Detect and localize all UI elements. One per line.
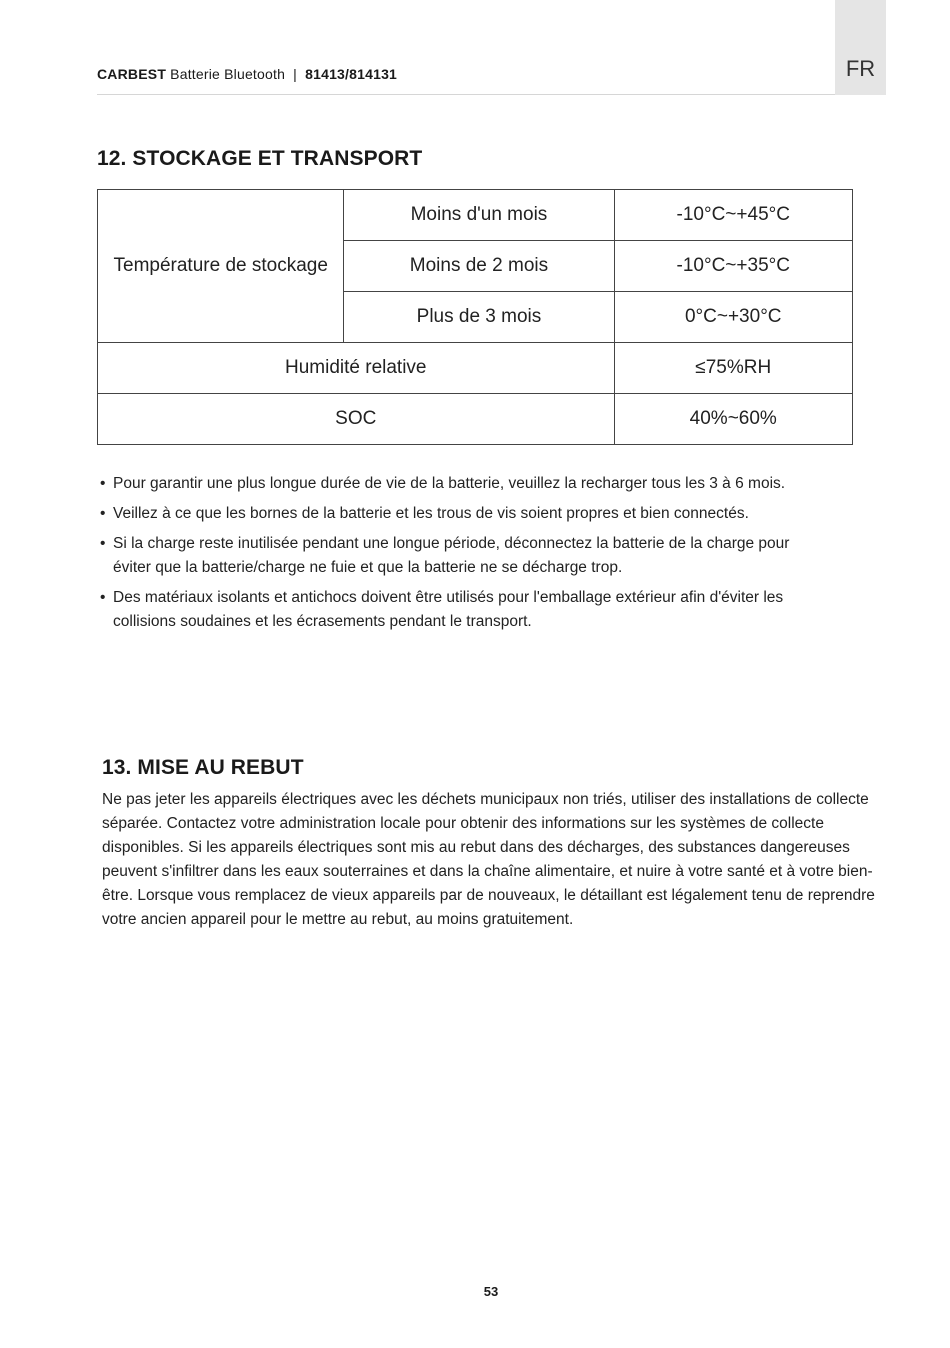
soc-value: 40%~60% xyxy=(614,394,853,445)
language-tab xyxy=(835,0,886,95)
value-cell: -10°C~+35°C xyxy=(614,241,853,292)
header-divider xyxy=(97,94,835,95)
language-code: FR xyxy=(845,56,876,81)
list-item: • Si la charge reste inutilisée pendant une longue période, déconnectez la batterie de la charge pour éviter que la batterie/charge ne fuie et que la batterie ne se décharge trop. xyxy=(100,532,830,580)
page-header xyxy=(97,66,835,82)
soc-label: SOC xyxy=(98,394,615,445)
humidity-label: Humidité relative xyxy=(98,343,615,394)
period-cell: Plus de 3 mois xyxy=(344,292,614,343)
list-item: • Veillez à ce que les bornes de la batterie et les trous de vis soient propres et bien connectés. xyxy=(100,502,830,526)
page-number: 53 xyxy=(483,1284,499,1299)
brand-name: CARBEST xyxy=(97,66,167,82)
table-row xyxy=(98,343,853,394)
table-row xyxy=(98,394,853,445)
table-row xyxy=(98,190,853,241)
humidity-value: ≤75%RH xyxy=(614,343,853,394)
period-cell: Moins de 2 mois xyxy=(344,241,614,292)
model-number: 81413/814131 xyxy=(305,66,398,82)
storage-bullet-list xyxy=(100,472,830,640)
list-item: • Pour garantir une plus longue durée de vie de la batterie, veuillez la recharger tous les 3 à 6 mois. xyxy=(100,472,830,496)
value-cell: -10°C~+45°C xyxy=(614,190,853,241)
header-separator: | xyxy=(293,66,298,82)
storage-spec-table xyxy=(97,189,853,445)
period-cell: Moins d'un mois xyxy=(344,190,614,241)
disposal-paragraph: Ne pas jeter les appareils électriques avec les déchets municipaux non triés, utiliser des installations de collecte séparée. Contactez votre administration locale pour obtenir des informations sur les systèmes de collecte disponibles. Si les appareils électriques sont mis au rebut dans des décharges, des substances dangereuses peuvent s'infiltrer dans les eaux souterraines et dans la chaîne alimentaire, et nuire à votre santé et à votre bien-être. Lorsque vous remplacez de vieux appareils par de nouveaux, le détaillant est légalement tenu de reprendre votre ancien appareil pour le mettre au rebut, au moins gratuitement. xyxy=(102,791,875,928)
storage-temperature-label: Température de stockage xyxy=(98,190,344,343)
list-item: • Des matériaux isolants et antichocs doivent être utilisés pour l'emballage extérieur afin d'éviter les collisions soudaines et les écrasements pendant le transport. xyxy=(100,586,830,634)
section-12-title: 12. STOCKAGE ET TRANSPORT xyxy=(97,147,423,170)
value-cell: 0°C~+30°C xyxy=(614,292,853,343)
section-13-title: 13. MISE AU REBUT xyxy=(102,756,304,779)
product-name: Batterie Bluetooth xyxy=(170,66,286,82)
